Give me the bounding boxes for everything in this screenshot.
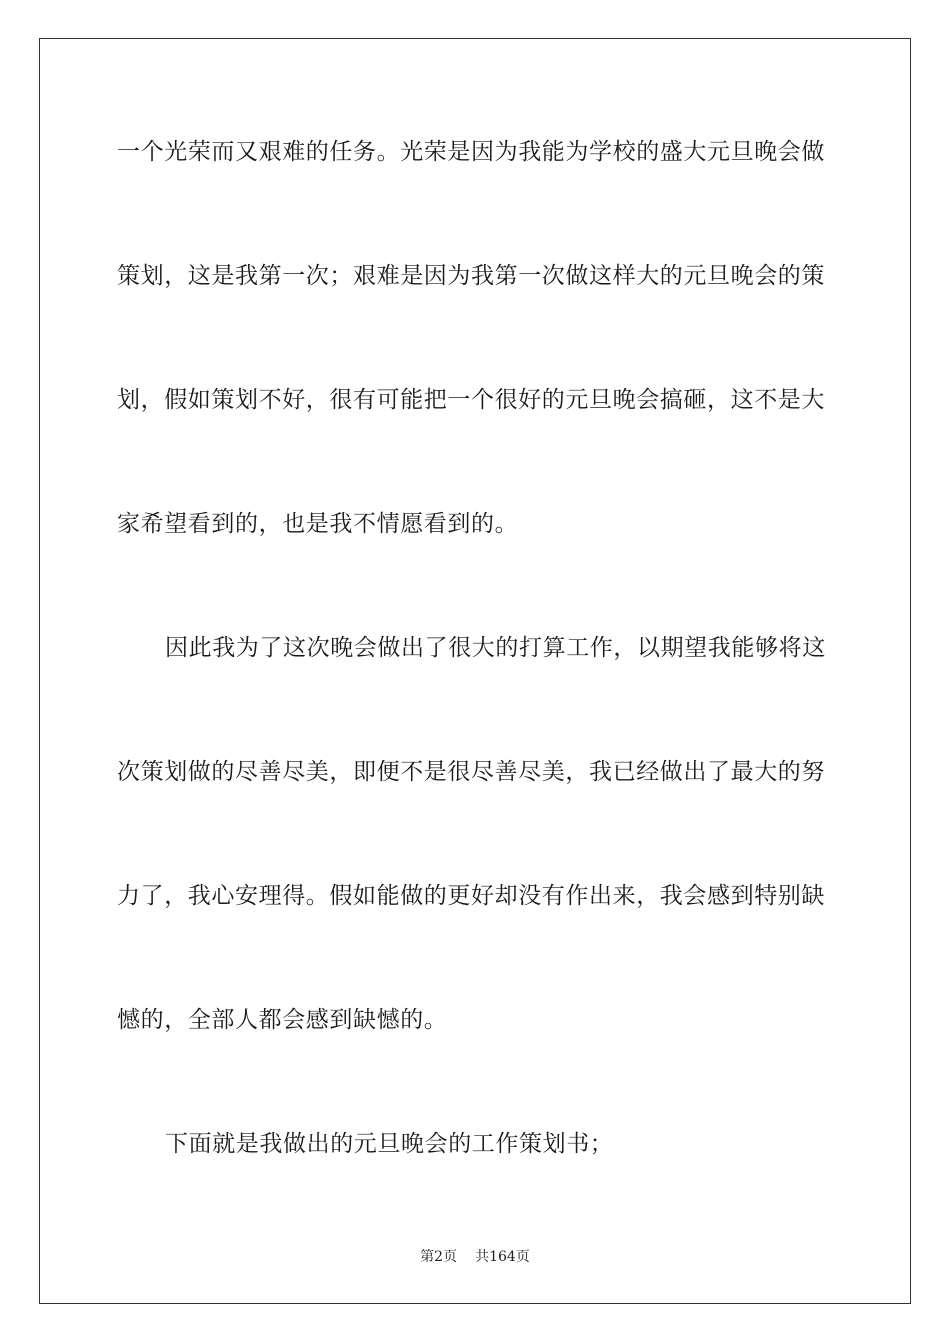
- body-line: 策划，这是我第一次；艰难是因为我第一次做这样大的元旦晚会的策: [117, 263, 825, 289]
- body-line: 家希望看到的，也是我不情愿看到的。: [117, 511, 519, 537]
- body-line: 力了，我心安理得。假如能做的更好却没有作出来，我会感到特别缺: [117, 883, 825, 909]
- body-line-indented: 因此我为了这次晚会做出了很大的打算工作，以期望我能够将这: [165, 635, 826, 661]
- body-line-indented: 下面就是我做出的元旦晚会的工作策划书；: [165, 1131, 614, 1157]
- body-line: 一个光荣而又艰难的任务。光荣是因为我能为学校的盛大元旦晚会做: [117, 139, 825, 165]
- page-frame: [39, 38, 911, 1304]
- body-line: 划，假如策划不好，很有可能把一个很好的元旦晚会搞砸，这不是大: [117, 387, 825, 413]
- body-line: 次策划做的尽善尽美，即便不是很尽善尽美，我已经做出了最大的努: [117, 759, 825, 785]
- body-line: 憾的，全部人都会感到缺憾的。: [117, 1007, 448, 1033]
- page-number: 第2页: [420, 1249, 458, 1265]
- page-footer: [0, 1248, 950, 1266]
- page-total: 共164页: [475, 1249, 530, 1265]
